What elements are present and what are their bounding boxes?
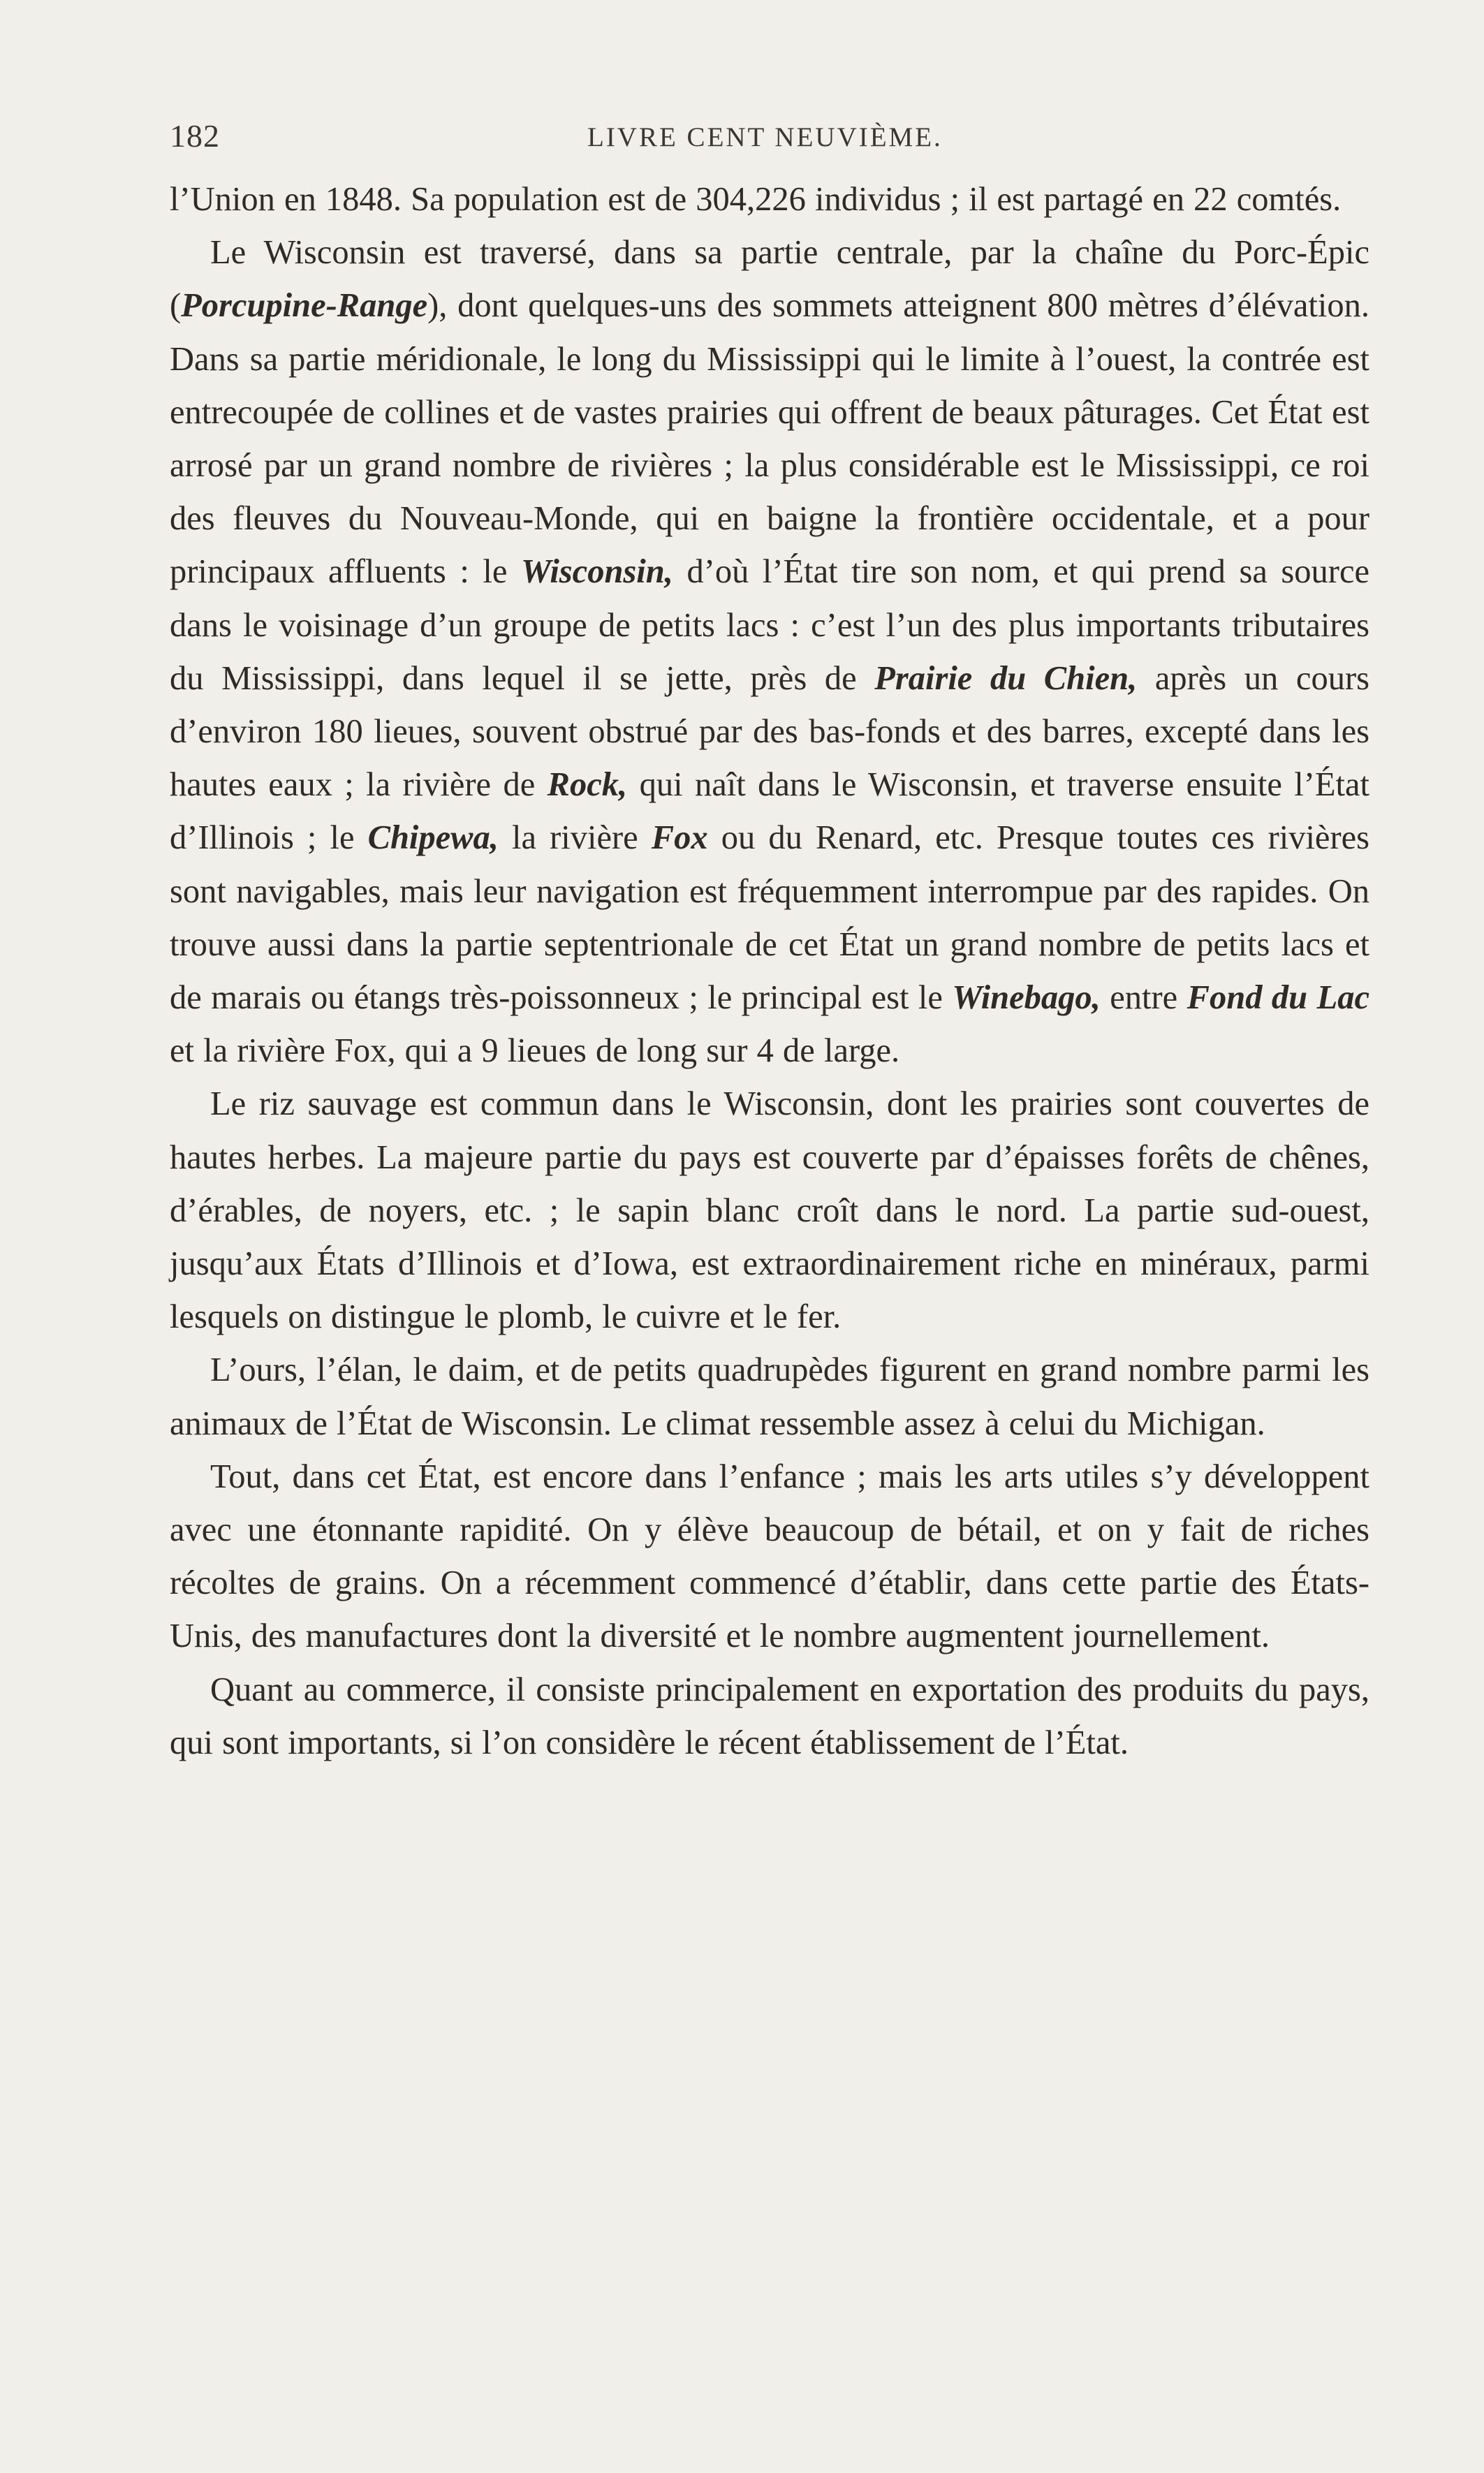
text-run: ou du Renard, etc. Presque toutes ces rivières sont navigables, mais leur navigation est fréquemment interrompue par des rapides. On trouve aussi dans la partie septentrionale de cet État un grand nombre de petits lacs et de marais ou étangs très-poissonneux ; le principal est le (170, 819, 1369, 1017)
text-run: Le riz sauvage est commun dans le Wisconsin, dont les prairies sont couvertes de hautes herbes. La majeure partie du pays est couverte par d’épaisses forêts de chênes, d’érables, de noyers, etc. ; le sapin blanc croît dans le nord. La partie sud-ouest, jusqu’aux États d’Illinois et d’Iowa, est extraordinairement riche en minéraux, parmi lesquels on distingue le plomb, le cuivre et le fer. (170, 1085, 1369, 1336)
text-run: l’Union en 1848. Sa population est de 304,226 individus ; il est partagé en 22 comtés. (170, 181, 1342, 218)
text-run: et la rivière Fox, qui a 9 lieues de long sur 4 de large. (170, 1032, 900, 1070)
text-run: entre (1100, 979, 1187, 1017)
text-run: qui naît dans le Wisconsin, et traverse ensuite l’État d’Illinois ; le (170, 766, 1370, 857)
italic-term: Wisconsin, (521, 553, 673, 591)
text-run: la rivière (498, 819, 652, 857)
page-header (170, 117, 1369, 166)
italic-term: Fond du Lac (1187, 979, 1370, 1017)
paragraph (170, 1344, 1369, 1450)
italic-term: Chipewa, (367, 819, 499, 857)
italic-term: Rock, (547, 766, 628, 804)
italic-term: Porcupine-Range (181, 287, 428, 325)
paragraph (170, 1451, 1369, 1664)
italic-term: Prairie du Chien, (874, 659, 1138, 697)
paragraph (170, 1664, 1369, 1770)
running-head: LIVRE CENT NEUVIÈME. (587, 122, 943, 152)
paragraph (170, 173, 1369, 226)
page-number: 182 (170, 118, 220, 154)
paragraph (170, 226, 1369, 1078)
italic-term: Fox (651, 819, 708, 857)
text-run: Le Wisconsin est traversé, dans sa partie centrale, par la chaîne du Porc-Épic ( (170, 234, 1369, 325)
italic-term: Winebago, (952, 979, 1101, 1017)
paragraph (170, 1078, 1369, 1344)
text-run: ), dont quelques-uns des sommets atteignent 800 mètres d’élévation. Dans sa partie méridionale, le long du Mississippi qui le limite à l’ouest, la contrée est entrecoupée de collines et de vastes prairies qui offrent de beaux pâturages. Cet État est arrosé par un grand nombre de rivières ; la plus considérable est le Mississippi, ce roi des fleuves du Nouveau-Monde, qui en baigne la frontière occidentale, et a pour principaux affluents : le (170, 287, 1369, 591)
text-run: après un cours d’environ 180 lieues, souvent obstrué par des bas-fonds et des barres, excepté dans les hautes eaux ; la rivière de (170, 659, 1369, 804)
text-run: L’ours, l’élan, le daim, et de petits quadrupèdes figurent en grand nombre parmi les animaux de l’État de Wisconsin. Le climat ressemble assez à celui du Michigan. (170, 1351, 1369, 1442)
text-run: d’où l’État tire son nom, et qui prend sa source dans le voisinage d’un groupe de petits lacs : c’est l’un des plus importants tributaires du Mississippi, dans lequel il se jette, près de (170, 553, 1369, 697)
body-text (170, 173, 1369, 1770)
text-run: Quant au commerce, il consiste principalement en exportation des produits du pays, qui sont importants, si l’on considère le récent établissement de l’État. (170, 1671, 1369, 1761)
text-run: Tout, dans cet État, est encore dans l’enfance ; mais les arts utiles s’y développent avec une étonnante rapidité. On y élève beaucoup de bétail, et on y fait de riches récoltes de grains. On a récemment commencé d’établir, dans cette partie des États-Unis, des manufactures dont la diversité et le nombre augmentent journellement. (170, 1458, 1369, 1655)
